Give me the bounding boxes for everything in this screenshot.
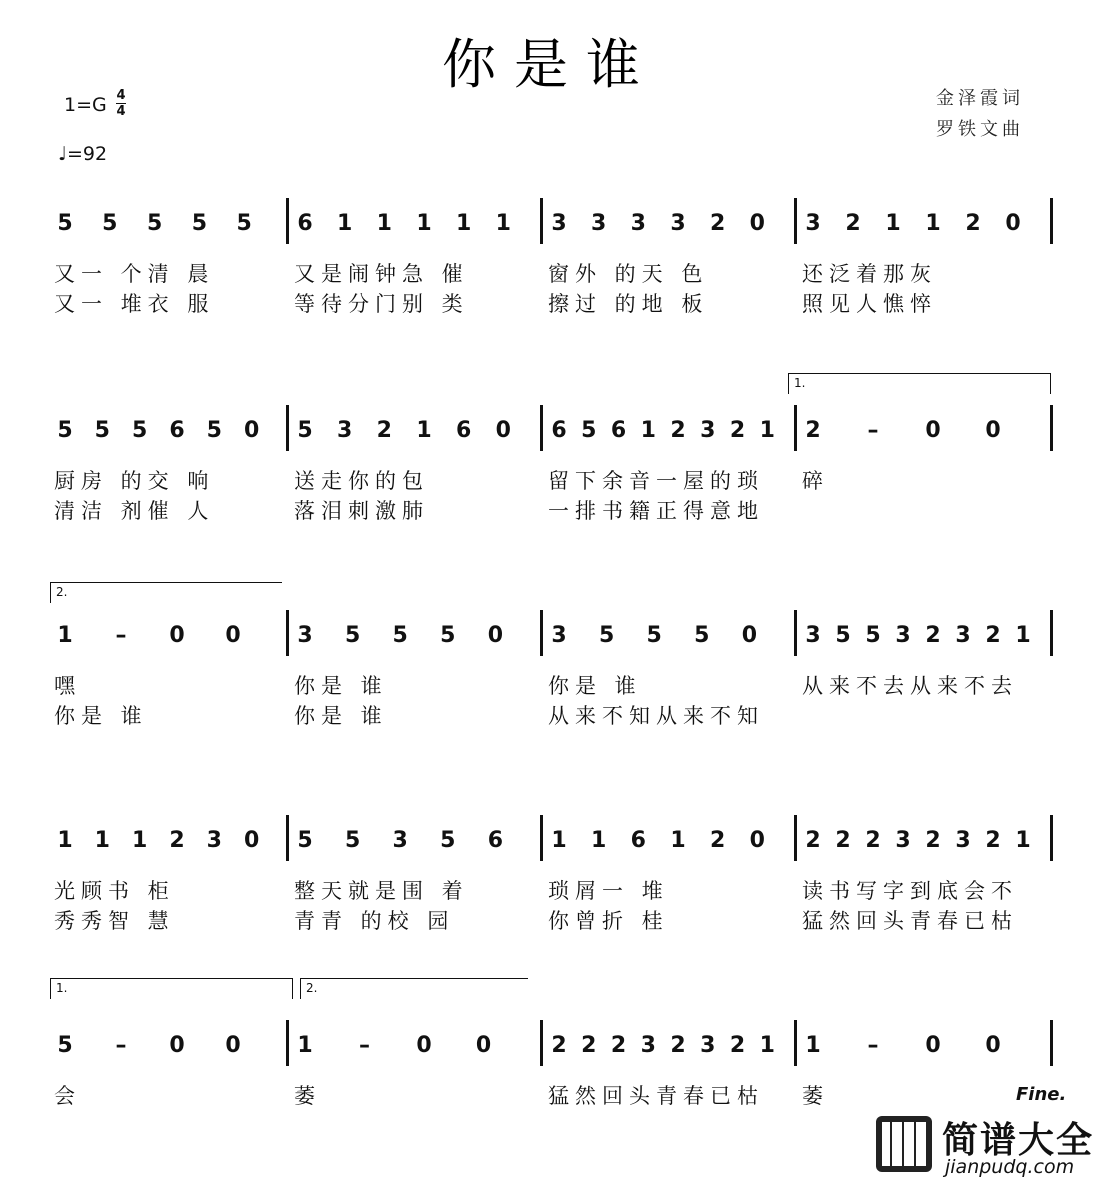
note: 3 [700,418,716,443]
note: 0 [169,1033,185,1058]
volta-bracket: 2. [50,582,282,603]
note: 5 [191,211,208,236]
note: 2 [845,211,861,236]
bar-line [794,610,797,656]
lyric-verse-1: 猛然回头青春已枯 [548,1084,764,1108]
note: 3 [551,211,567,236]
note: 2 [925,828,941,853]
note: 2 [551,1033,567,1058]
lyric-verse-2: 等待分门别 类 [294,292,469,316]
note: 1 [591,828,607,853]
note: 0 [416,1033,432,1058]
note: 0 [1005,211,1021,236]
note: 1 [670,828,686,853]
note: – [359,1033,370,1058]
bar-line [1050,610,1053,656]
lyric-verse-2: 青青 的校 园 [294,909,455,933]
lyric-verse-1: 你是 谁 [294,674,388,698]
note: 0 [985,1033,1001,1058]
note: 1 [495,211,511,236]
lyric-verse-2: 一排书籍正得意地 [548,499,764,523]
lyric-verse-2: 你曾折 桂 [548,909,669,933]
lyric-verse-1: 读书写字到底会不 [802,879,1018,903]
score-row [46,585,1066,760]
lyric-verse-2: 清洁 剂催 人 [54,499,215,523]
bar-line [540,405,543,451]
note: 2 [581,1033,597,1058]
note: 5 [344,828,361,853]
note: 5 [865,623,881,648]
note: 5 [57,1033,73,1058]
note: 3 [392,828,408,853]
note: 1 [132,828,148,853]
note: 6 [630,828,646,853]
note: 1 [805,1033,821,1058]
note: 5 [146,211,163,236]
note: 3 [591,211,607,236]
note: 2 [729,418,746,443]
note: 2 [169,828,185,853]
tempo-marking: ♩=92 [58,143,108,165]
note: 3 [805,211,821,236]
note: 1 [885,211,901,236]
lyric-verse-1: 嘿 [54,674,81,698]
lyric-verse-1: 窗外 的天 色 [548,262,709,286]
note: – [115,1033,127,1058]
lyric-verse-1: 会 [54,1084,81,1108]
note: 5 [392,623,408,648]
lyric-verse-1: 送走你的包 [294,469,429,493]
note: 2 [670,418,686,443]
note: 1 [759,1033,775,1058]
lyric-verse-1: 光顾书 柜 [54,879,175,903]
note: 1 [456,211,472,236]
note: 6 [297,211,313,236]
note: – [867,1033,879,1058]
note: 0 [925,1033,941,1058]
lyric-verse-2: 又一 堆衣 服 [54,292,215,316]
time-signature [116,88,126,119]
note: 0 [225,623,241,648]
note: 5 [581,418,597,443]
lyric-verse-2: 从来不知从来不知 [548,704,764,728]
lyric-verse-1: 整天就是围 着 [294,879,469,903]
lyric-verse-1: 留下余音一屋的琐 [548,469,764,493]
note: 3 [551,623,567,648]
lyric-verse-1: 碎 [802,469,829,493]
note: 3 [955,623,971,648]
note: 3 [805,623,821,648]
note: 5 [206,418,222,443]
score-row [46,815,1066,965]
bar-line [540,1020,543,1066]
note: 1 [925,211,941,236]
note: 1 [640,418,656,443]
note: 6 [551,418,567,443]
note: 5 [440,828,456,853]
volta-bracket: 2. [300,978,528,999]
piano-keys-icon [876,1116,932,1172]
note: 2 [985,828,1001,853]
bar-line [1050,1020,1053,1066]
bar-line [1050,198,1053,244]
volta-bracket: 1. [50,978,293,999]
note: 3 [700,1033,716,1058]
note: 1 [297,1033,313,1058]
note: 3 [670,211,686,236]
bar-line [286,1020,289,1066]
note: 3 [297,623,313,648]
note: 2 [835,828,851,853]
bar-line [540,815,543,861]
bar-line [540,198,543,244]
note: 0 [495,418,511,443]
bar-line [794,198,797,244]
note: 6 [487,828,504,853]
bar-line [540,610,543,656]
bar-line [286,815,289,861]
score-row [46,376,1066,555]
lyric-verse-1: 你是 谁 [548,674,642,698]
bar-line [794,405,797,451]
note: 5 [94,418,110,443]
note: 2 [805,418,821,443]
score-row [46,198,1066,348]
note: 1 [1015,623,1031,648]
note: – [867,418,879,443]
lyric-verse-1: 琐屑一 堆 [548,879,669,903]
note: 3 [630,211,646,236]
note: 2 [965,211,981,236]
lyric-verse-2: 秀秀智 慧 [54,909,175,933]
bar-line [1050,815,1053,861]
key-signature: 1=G [64,94,107,116]
note: 2 [710,211,726,236]
note: 1 [759,418,775,443]
note: 0 [741,623,758,648]
note: 5 [835,623,851,648]
note: 6 [169,418,185,443]
note: 3 [640,1033,656,1058]
note: 3 [895,828,911,853]
note: 3 [337,418,353,443]
song-title: 你是谁 [442,33,658,96]
note: 1 [337,211,353,236]
note: 0 [244,418,260,443]
note: 5 [102,211,118,236]
lyric-verse-1: 萎 [802,1084,829,1108]
lyric-verse-1: 萎 [294,1084,321,1108]
lyric-verse-2: 你是 谁 [54,704,148,728]
note: 1 [551,828,567,853]
lyricist-credit: 金泽霞词 [936,88,1024,109]
note: 1 [94,828,110,853]
lyric-verse-1: 又一 个清 晨 [54,262,215,286]
note: 1 [57,828,73,853]
note: 3 [206,828,222,853]
note: – [115,623,127,648]
lyric-verse-1: 还泛着那灰 [802,262,937,286]
composer-credit: 罗铁文曲 [936,119,1024,140]
note: 2 [376,418,392,443]
lyric-verse-2: 你是 谁 [294,704,388,728]
lyric-verse-2: 擦过 的地 板 [548,292,709,316]
note: 2 [865,828,881,853]
note: 5 [297,828,313,853]
bar-line [1050,405,1053,451]
time-signature-bottom: 4 [116,104,126,119]
lyric-verse-1: 厨房 的交 响 [54,469,215,493]
note: 2 [729,1033,746,1058]
note: 5 [440,623,456,648]
time-signature-top: 4 [116,88,126,103]
bar-line [794,815,797,861]
lyric-verse-2: 照见人憔悴 [802,292,937,316]
bar-line [286,610,289,656]
note: 0 [925,418,941,443]
fine-marking: Fine. [1016,1084,1067,1105]
bar-line [794,1020,797,1066]
bar-line [286,405,289,451]
note: 5 [132,418,148,443]
lyric-verse-1: 又是闹钟急 催 [294,262,469,286]
note: 5 [694,623,710,648]
watermark-url: jianpudq.com [945,1156,1075,1178]
note: 5 [297,418,313,443]
note: 2 [805,828,821,853]
note: 5 [57,418,73,443]
note: 2 [610,1033,627,1058]
note: 2 [925,623,941,648]
note: 2 [985,623,1001,648]
note: 5 [646,623,662,648]
note: 0 [749,211,765,236]
note: 0 [985,418,1001,443]
volta-bracket: 1. [788,373,1051,394]
lyric-verse-1: 从来不去从来不去 [802,674,1018,698]
note: 5 [344,623,361,648]
note: 1 [416,418,432,443]
note: 0 [169,623,185,648]
note: 1 [416,211,432,236]
note: 1 [376,211,392,236]
watermark-brand: 简谱大全 [942,1120,1095,1161]
note: 5 [236,211,252,236]
note: 1 [57,623,73,648]
note: 1 [1015,828,1031,853]
note: 6 [456,418,472,443]
lyric-verse-2: 落泪刺激肺 [294,499,429,523]
note: 0 [225,1033,241,1058]
note: 2 [710,828,726,853]
note: 6 [610,418,627,443]
note: 3 [955,828,971,853]
note: 0 [749,828,765,853]
bar-line [286,198,289,244]
note: 0 [244,828,260,853]
lyric-verse-2: 猛然回头青春已枯 [802,909,1018,933]
note: 0 [475,1033,492,1058]
note: 5 [598,623,615,648]
note: 5 [57,211,73,236]
note: 3 [895,623,911,648]
note: 0 [487,623,504,648]
note: 2 [670,1033,686,1058]
